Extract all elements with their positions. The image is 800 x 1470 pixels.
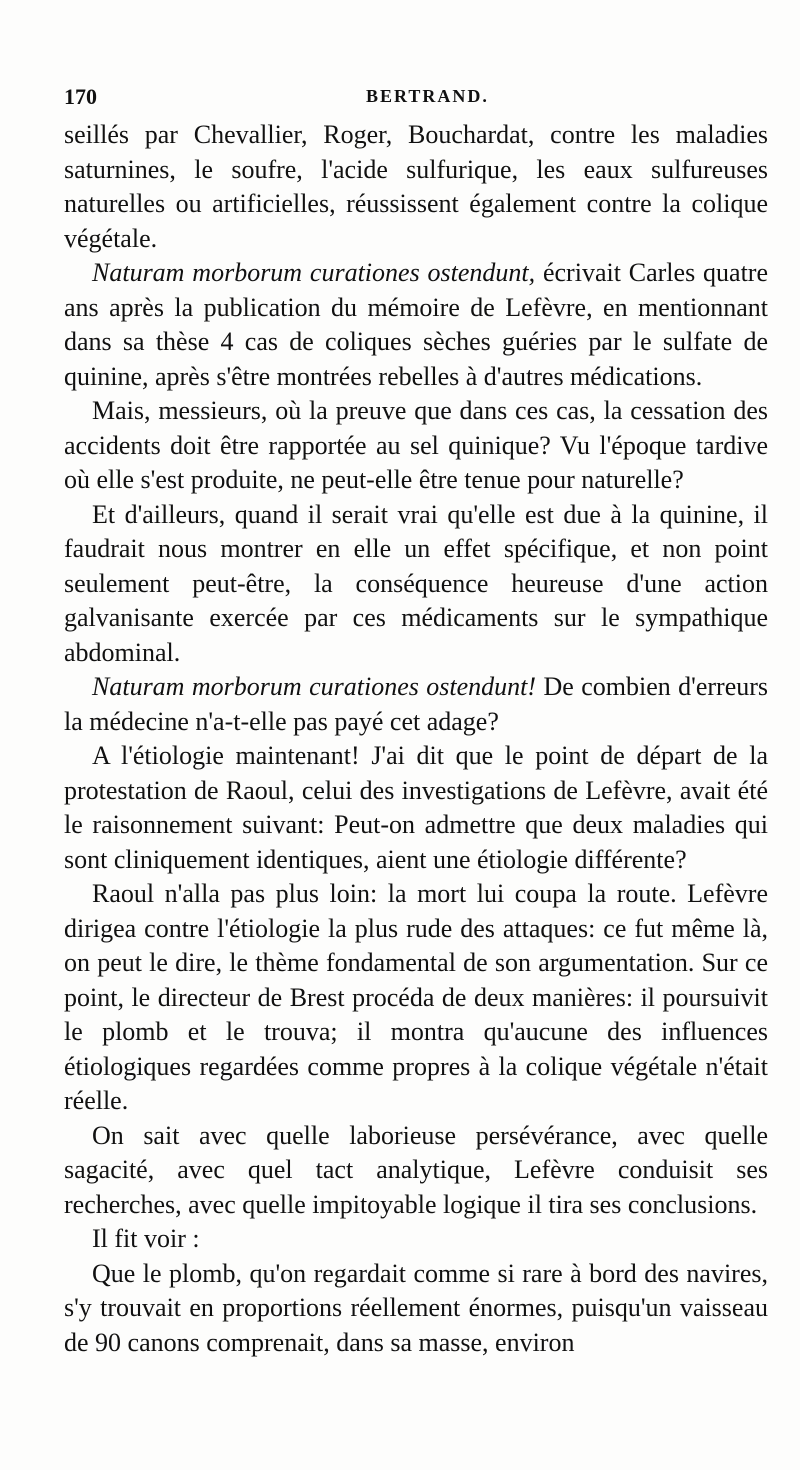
- paragraph-4: Et d'ailleurs, quand il serait vrai qu'elle est due à la quinine, il faudrait nous montrer en elle un effet spécifique, et non point seulement peut-être, la conséquence heureuse d'une action galvanisante exercée par ces médicaments sur le sympathique abdominal.: [64, 499, 768, 667]
- latin-quote-2: Naturam morborum curationes ostendunt!: [92, 672, 537, 701]
- paragraph-2: [64, 256, 768, 394]
- paragraph-7: Raoul n'alla pas plus loin: la mort lui coupa la route. Lefèvre dirigea contre l'étiologie la plus rude des attaques: ce fut même là, on peut le dire, le thème fondamental de son argumentation. Sur ce point, le directeur de Brest procéda de deux manières: il poursuivit le plomb et le trouva; il montra qu'aucune des influences étiologiques regardées comme propres à la colique végétale n'était réelle.: [64, 879, 768, 1115]
- paragraph-10: Que le plomb, qu'on regardait comme si rare à bord des navires, s'y trouvait en proportions réellement énormes, puisqu'un vaisseau de 90 canons comprenait, dans sa masse, environ: [64, 1258, 768, 1357]
- paragraph-5-text: De combien d'erreurs la médecine n'a-t-elle pas payé cet adage?: [64, 672, 769, 736]
- paragraph-3: Mais, messieurs, où la preuve que dans ces cas, la cessation des accidents doit être rapportée au sel quinique? Vu l'époque tardive où elle s'est produite, ne peut-elle être tenue pour naturelle?: [64, 396, 768, 494]
- paragraph-8: On sait avec quelle laborieuse persévérance, avec quelle sagacité, avec quel tact analytique, Lefèvre conduisit ses recherches, avec quelle impitoyable logique il tira ses conclusions.: [64, 1120, 768, 1219]
- paragraph-1: seillés par Chevallier, Roger, Bouchardat, contre les maladies saturnines, le soufre, l'acide sulfurique, les eaux sulfureuses naturelles ou artificielles, réussissent également contre la colique végétale.: [64, 120, 768, 253]
- body-text: [64, 118, 768, 1360]
- paragraph-5: [64, 670, 768, 739]
- paragraph-6: A l'étiologie maintenant! J'ai dit que le point de départ de la protestation de Raoul, celui des investigations de Lefèvre, avait été le raisonnement suivant: Peut-on admettre que deux maladies qui sont cliniquement identiques, aient une étiologie différente?: [64, 741, 768, 874]
- latin-quote: Naturam morborum curationes ostendunt,: [92, 258, 536, 287]
- page-number: 170: [64, 84, 97, 109]
- paragraph-2-text: écrivait Carles quatre ans après la publication du mémoire de Lefèvre, en mentionnant dans sa thèse 4 cas de coliques sèches guéries par le sulfate de quinine, après s'être montrées rebelles à d'autres médications.: [64, 258, 768, 391]
- page-header: [64, 84, 768, 114]
- paragraph-9: Il fit voir :: [92, 1224, 200, 1253]
- running-title: BERTRAND.: [366, 86, 489, 106]
